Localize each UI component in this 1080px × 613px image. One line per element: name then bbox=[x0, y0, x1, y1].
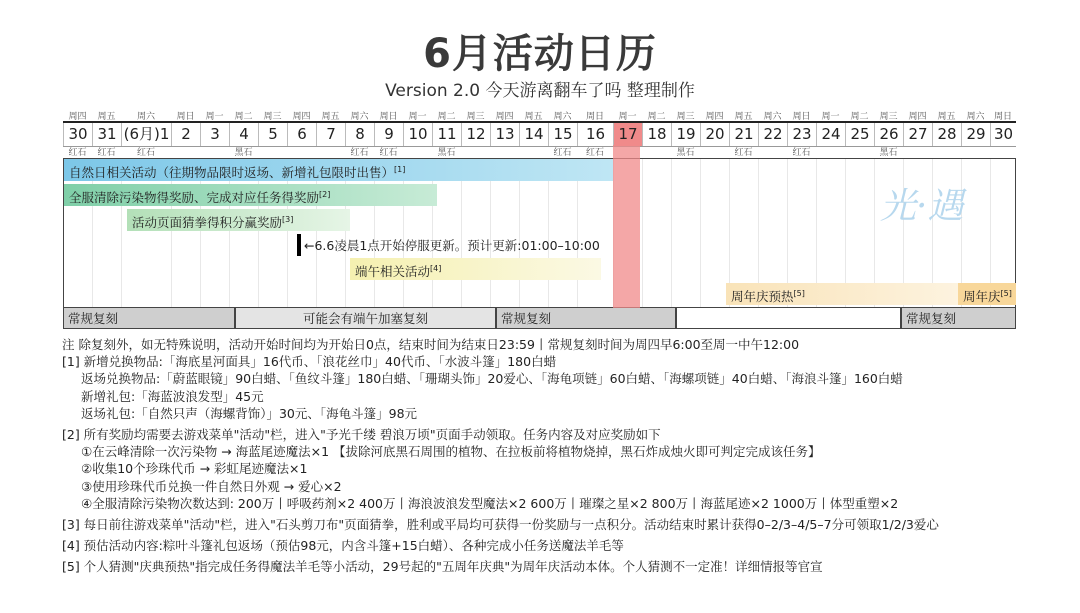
weekday-label: 周日 bbox=[585, 112, 604, 122]
natural-day-event-bar bbox=[64, 159, 613, 181]
weekday-label: 周日 bbox=[176, 112, 195, 122]
weekday-label: 周二 bbox=[850, 112, 869, 122]
grid-line bbox=[642, 159, 643, 309]
grid-line bbox=[258, 159, 259, 309]
weekday-label: 周四 bbox=[68, 112, 87, 122]
candle-type-label: 红石 bbox=[585, 148, 604, 158]
guess-event-bar bbox=[127, 209, 350, 231]
rerun-gap bbox=[676, 307, 901, 329]
holiday-row bbox=[63, 145, 1016, 157]
date-cell: 10 bbox=[403, 123, 432, 146]
weekday-label: 周二 bbox=[234, 112, 253, 122]
weekday-label: 周日 bbox=[379, 112, 398, 122]
candle-type-label: 红石 bbox=[97, 148, 116, 158]
grid-line bbox=[92, 159, 93, 309]
note-1-return-items: 返场兑换物品:「蔚蓝眼镜」90白蜡、「鱼纹斗篷」180白蜡、「珊瑚头饰」20爱心、「海龟项链」60白蜡、「海螺项链」40白蜡、「海浪斗篷」160白蜡 bbox=[81, 371, 903, 387]
weekday-label: 周一 bbox=[205, 112, 224, 122]
dragon-boat-label: 端午相关活动 bbox=[355, 264, 431, 280]
grid-line bbox=[403, 159, 404, 309]
weekday-label: 周一 bbox=[821, 112, 840, 122]
date-cell: 27 bbox=[903, 123, 932, 146]
weekday-label: 周二 bbox=[437, 112, 456, 122]
date-cell: 30 bbox=[990, 123, 1016, 146]
date-cell-today: 17 bbox=[613, 123, 642, 146]
dragon-extra-rerun: 可能会有端午加塞复刻 bbox=[235, 307, 496, 329]
notes-section bbox=[62, 336, 1062, 576]
note-3: [3] 每日前往游戏菜单"活动"栏，进入"石头剪刀布"页面猜拳，胜利或平局均可获得一份奖励与一点积分。活动结束时累计获得0–2/3–4/5–7分可领取1/2/3爱心 bbox=[62, 517, 939, 533]
grid-line bbox=[671, 159, 672, 309]
weekday-label: 周六 bbox=[350, 112, 369, 122]
date-cell: 6 bbox=[287, 123, 316, 146]
date-cell: 22 bbox=[758, 123, 787, 146]
grid-line bbox=[374, 159, 375, 309]
date-cell: 29 bbox=[961, 123, 990, 146]
date-cell: 12 bbox=[461, 123, 490, 146]
grid-line bbox=[432, 159, 433, 309]
date-cell: 19 bbox=[671, 123, 700, 146]
date-cell: 16 bbox=[577, 123, 613, 146]
date-cell: 23 bbox=[787, 123, 816, 146]
date-cell: 18 bbox=[642, 123, 671, 146]
note-2-task-2: ②收集10个珍珠代币 → 彩虹尾迹魔法×1 bbox=[81, 461, 308, 477]
weekday-label: 周五 bbox=[937, 112, 956, 122]
weekday-label: 周六 bbox=[553, 112, 572, 122]
candle-type-label: 红石 bbox=[379, 148, 398, 158]
grid-line bbox=[700, 159, 701, 309]
candle-type-label: 黑石 bbox=[676, 148, 695, 158]
date-cell: 14 bbox=[519, 123, 548, 146]
date-cell: 26 bbox=[874, 123, 903, 146]
page-subtitle: Version 2.0 今天游离翻车了吗 整理制作 bbox=[385, 81, 695, 101]
weekday-row bbox=[63, 109, 1016, 121]
grid-line bbox=[171, 159, 172, 309]
note-2: [2] 所有奖励均需要去游戏菜单"活动"栏，进入"予光千缕 碧浪万顷"页面手动领取。任务内容及对应奖励如下 bbox=[62, 427, 661, 443]
date-cell: 13 bbox=[490, 123, 519, 146]
note-5: [5] 个人猜测"庆典预热"指完成任务得魔法羊毛等小活动，29号起的"五周年庆典"为周年庆活动本体。个人猜测不一定准！详细情报等官宣 bbox=[62, 559, 823, 575]
grid-line bbox=[577, 159, 578, 309]
date-cell: 20 bbox=[700, 123, 729, 146]
candle-type-label: 红石 bbox=[792, 148, 811, 158]
date-cell: 5 bbox=[258, 123, 287, 146]
grid-line bbox=[200, 159, 201, 309]
rerun-row bbox=[63, 307, 1016, 329]
page-title: 6月活动日历 bbox=[423, 31, 657, 77]
weekday-label: 周三 bbox=[466, 112, 485, 122]
grid-line bbox=[229, 159, 230, 309]
date-cell: 30 bbox=[63, 123, 92, 146]
regular-rerun-1: 常规复刻 bbox=[63, 307, 235, 329]
candle-type-label: 红石 bbox=[350, 148, 369, 158]
candle-type-label: 红石 bbox=[136, 148, 155, 158]
date-cell: 24 bbox=[816, 123, 845, 146]
guess-label: 活动页面猜拳得积分赢奖励 bbox=[132, 215, 283, 231]
natural-day-label: 自然日相关活动（往期物品限时返场、新增礼包限时出售） bbox=[69, 165, 395, 181]
anniversary-label: 周年庆 bbox=[963, 289, 1001, 305]
grid-line bbox=[519, 159, 520, 309]
date-cell: 2 bbox=[171, 123, 200, 146]
ref-5b: [5] bbox=[1000, 289, 1012, 298]
date-cell: 25 bbox=[845, 123, 874, 146]
note-1-new-pack: 新增礼包:「海蓝波浪发型」45元 bbox=[81, 388, 264, 404]
weekday-label: 周三 bbox=[263, 112, 282, 122]
date-cell: 7 bbox=[316, 123, 345, 146]
note-1-new: [1] 新增兑换物品:「海底星河面具」16代币、「浪花丝巾」40代币、「水波斗篷」180白蜡 bbox=[62, 354, 557, 370]
anniversary-warmup-bar bbox=[726, 283, 958, 305]
candle-type-label: 红石 bbox=[68, 148, 87, 158]
date-cell: 3 bbox=[200, 123, 229, 146]
date-row bbox=[63, 121, 1016, 147]
ref-5a: [5] bbox=[793, 289, 805, 298]
weekday-label: 周五 bbox=[97, 112, 116, 122]
date-cell: 31 bbox=[92, 123, 121, 146]
weekday-label: 周五 bbox=[321, 112, 340, 122]
weekday-label: 周四 bbox=[495, 112, 514, 122]
candle-type-label: 黑石 bbox=[879, 148, 898, 158]
maintenance-marker bbox=[297, 234, 301, 256]
note-1-return-pack: 返场礼包:「自然只声（海螺背饰）」30元、「海龟斗篷」98元 bbox=[81, 405, 418, 421]
weekday-label: 周四 bbox=[908, 112, 927, 122]
dragon-boat-event-bar bbox=[350, 258, 601, 280]
candle-type-label: 黑石 bbox=[437, 148, 456, 158]
ref-4: [4] bbox=[430, 264, 442, 273]
weekday-label: 周五 bbox=[734, 112, 753, 122]
date-cell: 28 bbox=[932, 123, 961, 146]
date-cell: 9 bbox=[374, 123, 403, 146]
weekday-label: 周六 bbox=[136, 112, 155, 122]
ref-3: [3] bbox=[282, 215, 294, 224]
maintenance-note: ←6.6凌晨1点开始停服更新。预计更新:01:00–10:00 bbox=[304, 238, 600, 253]
weekday-label: 周二 bbox=[647, 112, 666, 122]
note-2-task-4: ④全服清除污染物次数达到: 200万丨呼吸药剂×2 400万丨海浪波浪发型魔法×2 600万丨璀璨之星×2 800万丨海蓝尾迹×2 1000万丨体型重塑×2 bbox=[81, 495, 899, 511]
anniversary-warmup-label: 周年庆预热 bbox=[731, 289, 794, 305]
weekday-label: 周一 bbox=[618, 112, 637, 122]
ref-1: [1] bbox=[394, 165, 406, 174]
regular-rerun-2: 常规复刻 bbox=[496, 307, 676, 329]
weekday-label: 周六 bbox=[966, 112, 985, 122]
note-2-task-1: ①在云峰清除一次污染物 → 海蓝尾迹魔法×1 【拔除河底黑石周围的植物、在拉板前将植物烧掉，黑石炸成烛火即可判定完成该任务】 bbox=[81, 444, 821, 460]
grid-line bbox=[490, 159, 491, 309]
note-general: 注 除复刻外，如无特殊说明，活动开始时间均为开始日0点，结束时间为结束日23:59丨常规复刻时间为周四早6:00至周一中午12:00 bbox=[62, 337, 800, 352]
date-cell: (6月)1 bbox=[121, 123, 171, 146]
clean-pollution-event-bar bbox=[64, 184, 437, 206]
candle-type-label: 黑石 bbox=[234, 148, 253, 158]
note-2-task-3: ③使用珍珠代币兑换一件自然日外观 → 爱心×2 bbox=[81, 478, 342, 494]
weekday-label: 周四 bbox=[292, 112, 311, 122]
date-cell: 21 bbox=[729, 123, 758, 146]
weekday-label: 周三 bbox=[676, 112, 695, 122]
grid-line bbox=[345, 159, 346, 309]
date-cell: 4 bbox=[229, 123, 258, 146]
weekday-label: 周日 bbox=[993, 112, 1012, 122]
regular-rerun-3: 常规复刻 bbox=[901, 307, 1016, 329]
grid-line bbox=[461, 159, 462, 309]
grid-line bbox=[287, 159, 288, 309]
date-cell: 11 bbox=[432, 123, 461, 146]
date-cell: 8 bbox=[345, 123, 374, 146]
anniversary-bar bbox=[958, 283, 1016, 305]
today-column-highlight bbox=[613, 145, 640, 308]
date-cell: 15 bbox=[548, 123, 577, 146]
candle-type-label: 红石 bbox=[553, 148, 572, 158]
weekday-label: 周五 bbox=[524, 112, 543, 122]
weekday-label: 周日 bbox=[792, 112, 811, 122]
grid-line bbox=[121, 159, 122, 309]
clean-pollution-label: 全服清除污染物得奖励、完成对应任务得奖励 bbox=[69, 190, 320, 206]
weekday-label: 周一 bbox=[408, 112, 427, 122]
grid-line bbox=[316, 159, 317, 309]
candle-type-label: 红石 bbox=[734, 148, 753, 158]
grid-line bbox=[548, 159, 549, 309]
logo: 光·遇 bbox=[880, 186, 964, 227]
weekday-label: 周四 bbox=[705, 112, 724, 122]
weekday-label: 周三 bbox=[879, 112, 898, 122]
ref-2: [2] bbox=[319, 190, 331, 199]
note-4: [4] 预估活动内容:粽叶斗篷礼包返场（预估98元，内含斗篷+15白蜡）、各种完成小任务送魔法羊毛等 bbox=[62, 538, 624, 554]
weekday-label: 周六 bbox=[763, 112, 782, 122]
